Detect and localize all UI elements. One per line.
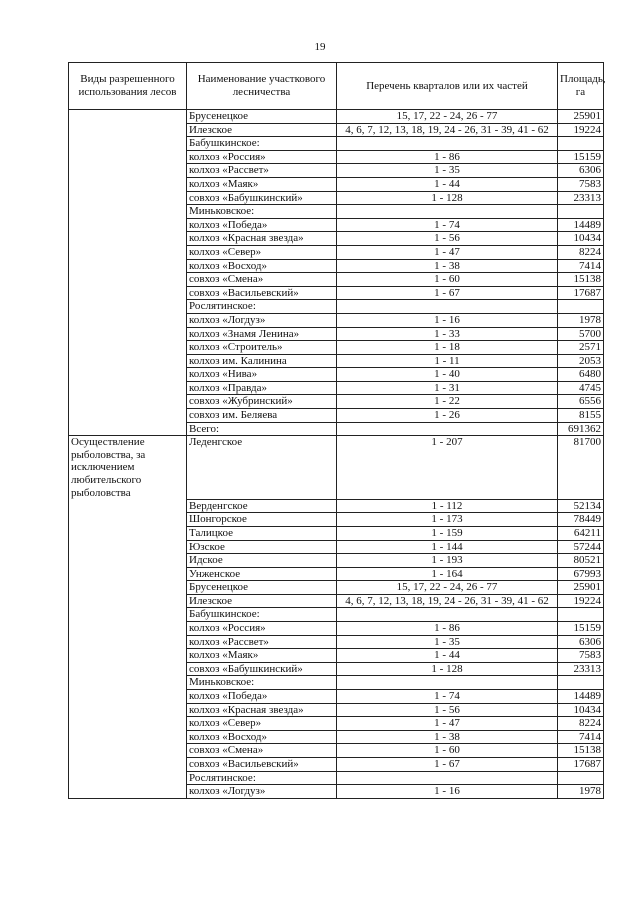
quarters-cell: 1 - 112: [337, 499, 558, 513]
area-cell: 81700: [558, 436, 604, 499]
use-type-cell: [69, 191, 187, 205]
forestry-name-cell: колхоз «Красная звезда»: [187, 232, 337, 246]
forestry-name-cell: Брусенецкое: [187, 110, 337, 124]
area-cell: 8224: [558, 245, 604, 259]
forestry-name-cell: колхоз «Правда»: [187, 381, 337, 395]
quarters-cell: 1 - 38: [337, 730, 558, 744]
forestry-name-cell: Илезское: [187, 594, 337, 608]
table-row: [69, 409, 604, 423]
table-row: [69, 191, 604, 205]
forestry-name-cell: Илезское: [187, 123, 337, 137]
table-row: [69, 341, 604, 355]
quarters-cell: 1 - 56: [337, 703, 558, 717]
forestry-name-cell: Брусенецкое: [187, 581, 337, 595]
forestry-name-cell: совхоз «Смена»: [187, 744, 337, 758]
quarters-cell: [337, 205, 558, 219]
forestry-name-cell: колхоз «Север»: [187, 717, 337, 731]
use-type-cell: [69, 313, 187, 327]
area-cell: 19224: [558, 594, 604, 608]
table-row: [69, 245, 604, 259]
table-row: [69, 730, 604, 744]
forestry-name-cell: колхоз им. Калинина: [187, 354, 337, 368]
use-type-cell: [69, 622, 187, 636]
use-type-cell: [69, 368, 187, 382]
area-cell: 64211: [558, 526, 604, 540]
forestry-name-cell: колхоз «Север»: [187, 245, 337, 259]
area-cell: 57244: [558, 540, 604, 554]
area-cell: [558, 771, 604, 785]
table-row: [69, 662, 604, 676]
table-body: [69, 110, 604, 799]
quarters-cell: 1 - 86: [337, 150, 558, 164]
use-type-cell: [69, 123, 187, 137]
use-type-cell: [69, 232, 187, 246]
forestry-name-cell: Талицкое: [187, 526, 337, 540]
use-type-cell: [69, 513, 187, 527]
forestry-name-cell: Унженское: [187, 567, 337, 581]
forestry-name-cell: колхоз «Логдуз»: [187, 785, 337, 799]
use-type-cell: [69, 327, 187, 341]
forestry-name-cell: Миньковское:: [187, 676, 337, 690]
quarters-cell: 1 - 144: [337, 540, 558, 554]
use-type-cell: [69, 608, 187, 622]
forestry-name-cell: Юзское: [187, 540, 337, 554]
area-cell: 80521: [558, 554, 604, 568]
quarters-cell: [337, 676, 558, 690]
area-cell: 6556: [558, 395, 604, 409]
use-type-cell: [69, 137, 187, 151]
quarters-cell: 1 - 35: [337, 164, 558, 178]
forestry-name-cell: колхоз «Логдуз»: [187, 313, 337, 327]
forestry-name-cell: колхоз «Восход»: [187, 259, 337, 273]
quarters-cell: 1 - 44: [337, 177, 558, 191]
use-type-cell: [69, 649, 187, 663]
area-cell: 17687: [558, 758, 604, 772]
forestry-name-cell: совхоз «Смена»: [187, 273, 337, 287]
quarters-cell: 1 - 33: [337, 327, 558, 341]
use-type-cell: [69, 286, 187, 300]
table-row: [69, 594, 604, 608]
table-row: [69, 368, 604, 382]
quarters-cell: 1 - 47: [337, 245, 558, 259]
forestry-name-cell: Верденгское: [187, 499, 337, 513]
forestry-name-cell: Шонгорское: [187, 513, 337, 527]
forestry-name-cell: колхоз «Рассвет»: [187, 164, 337, 178]
area-cell: 23313: [558, 191, 604, 205]
area-cell: 7583: [558, 649, 604, 663]
use-type-cell: [69, 526, 187, 540]
area-cell: 15159: [558, 150, 604, 164]
quarters-cell: 1 - 74: [337, 218, 558, 232]
forestry-name-cell: совхоз им. Беляева: [187, 409, 337, 423]
area-cell: [558, 608, 604, 622]
quarters-cell: 1 - 16: [337, 785, 558, 799]
quarters-cell: 1 - 86: [337, 622, 558, 636]
quarters-cell: 1 - 16: [337, 313, 558, 327]
quarters-cell: 1 - 67: [337, 758, 558, 772]
header-quarters: Перечень кварталов или их частей: [337, 63, 558, 110]
table-row: [69, 177, 604, 191]
forestry-name-cell: колхоз «Россия»: [187, 150, 337, 164]
area-cell: 8224: [558, 717, 604, 731]
table-row: [69, 758, 604, 772]
use-type-cell: [69, 273, 187, 287]
forestry-name-cell: совхоз «Бабушкинский»: [187, 191, 337, 205]
forestry-name-cell: колхоз «Строитель»: [187, 341, 337, 355]
use-type-cell: [69, 300, 187, 314]
quarters-cell: 1 - 35: [337, 635, 558, 649]
quarters-cell: 1 - 31: [337, 381, 558, 395]
quarters-cell: 15, 17, 22 - 24, 26 - 77: [337, 110, 558, 124]
use-type-cell: [69, 744, 187, 758]
area-cell: 19224: [558, 123, 604, 137]
area-cell: 78449: [558, 513, 604, 527]
area-cell: 15138: [558, 744, 604, 758]
use-type-cell: [69, 567, 187, 581]
table-row: [69, 381, 604, 395]
area-cell: 17687: [558, 286, 604, 300]
use-type-cell: [69, 395, 187, 409]
quarters-cell: 1 - 60: [337, 744, 558, 758]
area-cell: 2053: [558, 354, 604, 368]
use-type-cell: [69, 594, 187, 608]
forestry-name-cell: колхоз «Нива»: [187, 368, 337, 382]
table-row: [69, 137, 604, 151]
use-type-cell: [69, 164, 187, 178]
area-cell: [558, 137, 604, 151]
table-row: [69, 540, 604, 554]
table-row: [69, 703, 604, 717]
area-cell: 5700: [558, 327, 604, 341]
quarters-cell: 1 - 159: [337, 526, 558, 540]
forestry-name-cell: Миньковское:: [187, 205, 337, 219]
table-row: [69, 205, 604, 219]
table-row: [69, 110, 604, 124]
quarters-cell: 1 - 38: [337, 259, 558, 273]
forestry-name-cell: Всего:: [187, 422, 337, 436]
use-type-cell: [69, 785, 187, 799]
area-cell: 15138: [558, 273, 604, 287]
table-row: [69, 690, 604, 704]
forestry-name-cell: колхоз «Красная звезда»: [187, 703, 337, 717]
table-row: [69, 554, 604, 568]
use-type-cell: [69, 354, 187, 368]
use-type-cell: [69, 150, 187, 164]
area-cell: 7414: [558, 730, 604, 744]
quarters-cell: 1 - 128: [337, 662, 558, 676]
quarters-cell: [337, 300, 558, 314]
quarters-cell: 1 - 67: [337, 286, 558, 300]
use-type-cell: [69, 771, 187, 785]
quarters-cell: [337, 771, 558, 785]
use-type-cell: [69, 703, 187, 717]
table-row: [69, 164, 604, 178]
forestry-name-cell: колхоз «Восход»: [187, 730, 337, 744]
forestry-name-cell: совхоз «Васильевский»: [187, 758, 337, 772]
forestry-name-cell: колхоз «Россия»: [187, 622, 337, 636]
use-type-cell: [69, 635, 187, 649]
table-row: [69, 771, 604, 785]
forestry-name-cell: Бабушкинское:: [187, 608, 337, 622]
table-row: [69, 581, 604, 595]
use-type-cell: [69, 554, 187, 568]
use-type-cell: [69, 581, 187, 595]
forestry-name-cell: Бабушкинское:: [187, 137, 337, 151]
area-cell: 7414: [558, 259, 604, 273]
forestry-name-cell: совхоз «Бабушкинский»: [187, 662, 337, 676]
quarters-cell: 1 - 193: [337, 554, 558, 568]
forestry-name-cell: колхоз «Победа»: [187, 218, 337, 232]
table-row: [69, 327, 604, 341]
forestry-name-cell: совхоз «Жубринский»: [187, 395, 337, 409]
quarters-cell: 1 - 128: [337, 191, 558, 205]
quarters-cell: 1 - 60: [337, 273, 558, 287]
area-cell: 1978: [558, 313, 604, 327]
table-row: [69, 622, 604, 636]
quarters-cell: 1 - 47: [337, 717, 558, 731]
quarters-cell: [337, 137, 558, 151]
forestry-name-cell: Рослятинское:: [187, 300, 337, 314]
quarters-cell: 1 - 207: [337, 436, 558, 499]
quarters-cell: 4, 6, 7, 12, 13, 18, 19, 24 - 26, 31 - 39, 41 - 62: [337, 594, 558, 608]
use-type-cell: [69, 540, 187, 554]
page-number: 19: [314, 41, 326, 53]
area-cell: 15159: [558, 622, 604, 636]
use-type-cell: [69, 758, 187, 772]
header-area: Площадь, га: [558, 63, 604, 110]
table-row: [69, 717, 604, 731]
quarters-cell: 15, 17, 22 - 24, 26 - 77: [337, 581, 558, 595]
quarters-cell: 1 - 56: [337, 232, 558, 246]
quarters-cell: 1 - 164: [337, 567, 558, 581]
area-cell: 6306: [558, 635, 604, 649]
use-type-cell: [69, 381, 187, 395]
quarters-cell: 1 - 40: [337, 368, 558, 382]
use-type-cell: [69, 205, 187, 219]
header-forestry: Наименование участкового лесничества: [187, 63, 337, 110]
area-cell: [558, 205, 604, 219]
quarters-cell: 1 - 26: [337, 409, 558, 423]
quarters-cell: 1 - 11: [337, 354, 558, 368]
table-row: [69, 567, 604, 581]
use-type-cell: [69, 662, 187, 676]
forestry-name-cell: колхоз «Рассвет»: [187, 635, 337, 649]
table-row: [69, 526, 604, 540]
area-cell: 14489: [558, 690, 604, 704]
table-row: [69, 395, 604, 409]
forestry-name-cell: Идское: [187, 554, 337, 568]
quarters-cell: 4, 6, 7, 12, 13, 18, 19, 24 - 26, 31 - 39, 41 - 62: [337, 123, 558, 137]
area-cell: [558, 676, 604, 690]
area-cell: 4745: [558, 381, 604, 395]
table-row: [69, 744, 604, 758]
use-type-cell: [69, 409, 187, 423]
table-header-row: [69, 63, 604, 110]
quarters-cell: 1 - 22: [337, 395, 558, 409]
area-cell: 8155: [558, 409, 604, 423]
area-cell: 2571: [558, 341, 604, 355]
area-cell: 10434: [558, 232, 604, 246]
area-cell: 67993: [558, 567, 604, 581]
use-type-cell: [69, 717, 187, 731]
area-cell: 7583: [558, 177, 604, 191]
quarters-cell: 1 - 18: [337, 341, 558, 355]
forestry-name-cell: Леденгское: [187, 436, 337, 499]
table-row: [69, 422, 604, 436]
quarters-cell: 1 - 44: [337, 649, 558, 663]
forestry-table: [68, 62, 604, 799]
forestry-name-cell: Рослятинское:: [187, 771, 337, 785]
table-row: [69, 123, 604, 137]
table-row: [69, 259, 604, 273]
table-row: [69, 635, 604, 649]
area-cell: 25901: [558, 581, 604, 595]
forestry-name-cell: колхоз «Маяк»: [187, 177, 337, 191]
use-type-cell: [69, 499, 187, 513]
area-cell: 25901: [558, 110, 604, 124]
table-row: [69, 232, 604, 246]
area-cell: 1978: [558, 785, 604, 799]
area-cell: 14489: [558, 218, 604, 232]
forestry-name-cell: совхоз «Васильевский»: [187, 286, 337, 300]
table-row: [69, 649, 604, 663]
use-type-cell: [69, 110, 187, 124]
use-type-cell: [69, 218, 187, 232]
use-type-cell: [69, 676, 187, 690]
table-row: [69, 286, 604, 300]
area-cell: 23313: [558, 662, 604, 676]
table-row: [69, 676, 604, 690]
quarters-cell: [337, 422, 558, 436]
forestry-name-cell: колхоз «Маяк»: [187, 649, 337, 663]
table-row: [69, 354, 604, 368]
table-row: [69, 218, 604, 232]
table-row: [69, 608, 604, 622]
area-cell: 691362: [558, 422, 604, 436]
use-type-cell: Осуществление рыболовства, за исключением любительского рыболовства: [69, 436, 187, 499]
use-type-cell: [69, 730, 187, 744]
forestry-name-cell: колхоз «Знамя Ленина»: [187, 327, 337, 341]
table-row: [69, 273, 604, 287]
table-row: [69, 300, 604, 314]
table-row: [69, 150, 604, 164]
quarters-cell: [337, 608, 558, 622]
area-cell: 6306: [558, 164, 604, 178]
table-row: [69, 313, 604, 327]
use-type-cell: [69, 177, 187, 191]
table-row: [69, 785, 604, 799]
quarters-cell: 1 - 173: [337, 513, 558, 527]
table-row: [69, 436, 604, 499]
use-type-cell: [69, 259, 187, 273]
forestry-name-cell: колхоз «Победа»: [187, 690, 337, 704]
header-use: Виды разрешенного использования лесов: [69, 63, 187, 110]
area-cell: 52134: [558, 499, 604, 513]
use-type-cell: [69, 690, 187, 704]
table-row: [69, 513, 604, 527]
use-type-cell: [69, 422, 187, 436]
area-cell: 10434: [558, 703, 604, 717]
area-cell: 6480: [558, 368, 604, 382]
table-row: [69, 499, 604, 513]
quarters-cell: 1 - 74: [337, 690, 558, 704]
use-type-cell: [69, 245, 187, 259]
use-type-cell: [69, 341, 187, 355]
area-cell: [558, 300, 604, 314]
